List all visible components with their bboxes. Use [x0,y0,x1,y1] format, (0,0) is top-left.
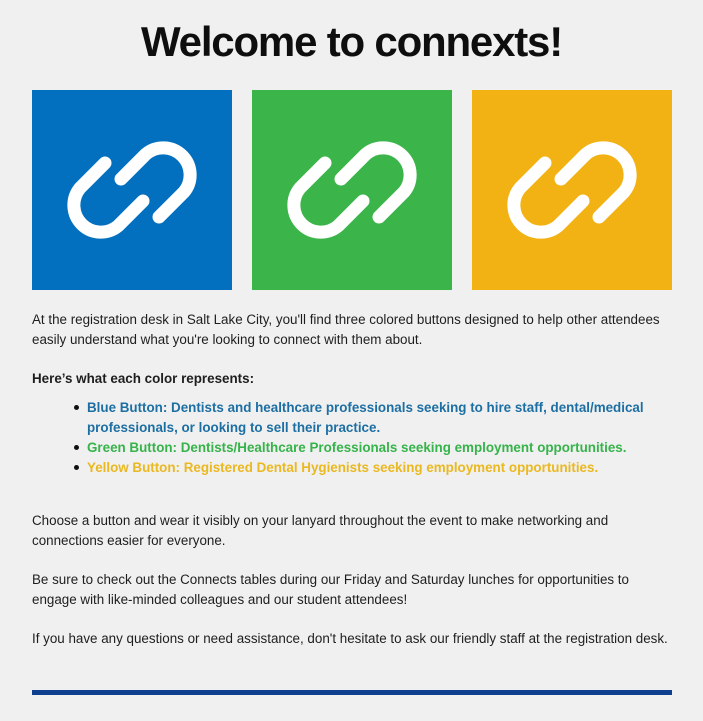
legend-item-green: Green Button: Dentists/Healthcare Professionals seeking employment opportunities. [87,438,672,458]
divider [32,690,672,695]
blue-link-tile[interactable] [32,90,232,290]
body-content [32,310,672,649]
green-link-tile[interactable] [252,90,452,290]
link-icon [472,90,672,290]
yellow-link-tile[interactable] [472,90,672,290]
legend-item-yellow: Yellow Button: Registered Dental Hygienists seeking employment opportunities. [87,458,672,478]
tables-paragraph: Be sure to check out the Connects tables during our Friday and Saturday lunches for opportunities to engage with like-minded colleagues and our student attendees! [32,572,629,607]
intro-paragraph: At the registration desk in Salt Lake City, you'll find three colored buttons designed to help other attendees easily understand what you're looking to connect with them about. [32,312,660,347]
questions-paragraph: If you have any questions or need assistance, don't hesitate to ask our friendly staff at the registration desk. [32,631,668,646]
link-icon [32,90,232,290]
choose-paragraph: Choose a button and wear it visibly on your lanyard throughout the event to make networking and connections easier for everyone. [32,513,609,548]
color-legend-list [32,398,672,478]
link-icon [252,90,452,290]
legend-heading: Here’s what each color represents: [32,371,255,386]
page-title: Welcome to connexts! [141,18,562,65]
legend-item-blue: Blue Button: Dentists and healthcare professionals seeking to hire staff, dental/medical professionals, or looking to sell their practice. [87,398,672,438]
